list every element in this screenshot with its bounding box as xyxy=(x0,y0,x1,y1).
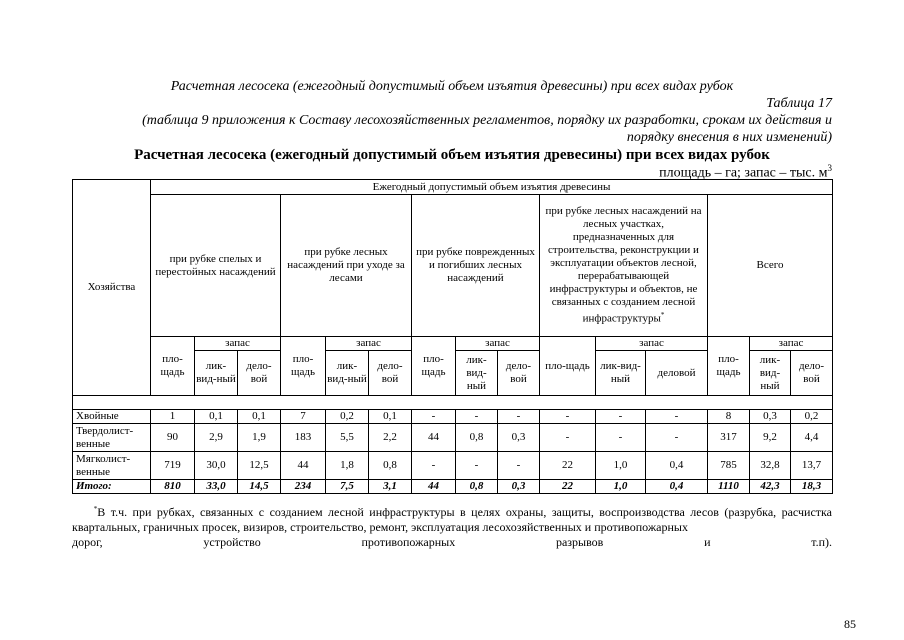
cell: 0,2 xyxy=(791,410,833,424)
cell: - xyxy=(646,424,708,452)
total-row xyxy=(73,480,833,494)
cell: 90 xyxy=(151,424,195,452)
units-text: площадь – га; запас – тыс. м xyxy=(659,165,828,181)
footnote-body xyxy=(72,502,832,535)
cell: - xyxy=(540,410,596,424)
stock-header: запас xyxy=(750,337,833,351)
cell: - xyxy=(646,410,708,424)
group-infrastructure-text: при рубке лесных насаждений на лесных участках, предназначенных для строительства, реконструкции и эксплуатации объектов лесной, перерабатывающей инфраструктуры и объектов, не связанных с созданием лесной инфраструктуры xyxy=(545,205,702,325)
cell: 0,8 xyxy=(369,452,412,480)
stock-header: запас xyxy=(456,337,540,351)
stock-header: запас xyxy=(596,337,708,351)
stock-header: запас xyxy=(326,337,412,351)
cell: 32,8 xyxy=(750,452,791,480)
total-cell: 0,8 xyxy=(456,480,498,494)
footnote-last-line: дорог, устройство противопожарных разрывов и т.п). xyxy=(72,535,832,549)
liquid-header: лик-вид-ный xyxy=(596,351,646,396)
footnote xyxy=(72,502,832,550)
units-sup: 3 xyxy=(827,163,832,173)
cell: - xyxy=(412,452,456,480)
area-header: пло-щадь xyxy=(151,337,195,396)
stock-header: запас xyxy=(195,337,281,351)
area-header: пло-щадь xyxy=(540,337,596,396)
total-label: Итого: xyxy=(73,480,151,494)
header-row-3 xyxy=(73,337,833,351)
cell: 1 xyxy=(151,410,195,424)
spacer-cell xyxy=(73,396,833,410)
table-row xyxy=(73,424,833,452)
cell: 183 xyxy=(281,424,326,452)
cell: - xyxy=(412,410,456,424)
business-header: дело-вой xyxy=(498,351,540,396)
total-cell: 0,3 xyxy=(498,480,540,494)
cell: 8 xyxy=(708,410,750,424)
col-farms-header: Хозяйства xyxy=(73,180,151,396)
cell: 0,4 xyxy=(646,452,708,480)
business-header: дело-вой xyxy=(238,351,281,396)
cell: 9,2 xyxy=(750,424,791,452)
cell: - xyxy=(456,452,498,480)
cell: 13,7 xyxy=(791,452,833,480)
cell: - xyxy=(498,452,540,480)
liquid-header: лик-вид-ный xyxy=(750,351,791,396)
business-header: деловой xyxy=(646,351,708,396)
header-line-1: Расчетная лесосека (ежегодный допустимый объем изъятия древесины) при всех видах рубок xyxy=(170,79,734,94)
business-header: дело-вой xyxy=(791,351,833,396)
cell: 1,8 xyxy=(326,452,369,480)
header-row-2 xyxy=(73,195,833,337)
group-total: Всего xyxy=(708,195,833,337)
cell: 30,0 xyxy=(195,452,238,480)
footnote-mark: * xyxy=(660,311,665,320)
cell: 0,1 xyxy=(369,410,412,424)
liquid-header: лик-вид-ный xyxy=(195,351,238,396)
cell: 44 xyxy=(412,424,456,452)
total-cell: 18,3 xyxy=(791,480,833,494)
document-title: Расчетная лесосека (ежегодный допустимый объем изъятия древесины) при всех видах рубок xyxy=(134,147,770,163)
cell: 7 xyxy=(281,410,326,424)
cell: 2,2 xyxy=(369,424,412,452)
total-cell: 42,3 xyxy=(750,480,791,494)
total-cell: 810 xyxy=(151,480,195,494)
cell: 12,5 xyxy=(238,452,281,480)
group-infrastructure xyxy=(540,195,708,337)
total-cell: 33,0 xyxy=(195,480,238,494)
page-number: 85 xyxy=(844,617,856,631)
header-line-3a: (таблица 9 приложения к Составу лесохозяйственных регламентов, порядку их разработки, срокам их действия и xyxy=(142,113,832,128)
cell: 1,0 xyxy=(596,452,646,480)
cell: 0,1 xyxy=(238,410,281,424)
cell: 2,9 xyxy=(195,424,238,452)
table-number: Таблица 17 xyxy=(766,96,832,111)
row-name: Мягколист-венные xyxy=(73,452,151,480)
total-cell: 234 xyxy=(281,480,326,494)
business-header: дело-вой xyxy=(369,351,412,396)
total-cell: 1110 xyxy=(708,480,750,494)
area-header: пло-щадь xyxy=(412,337,456,396)
cell: 44 xyxy=(281,452,326,480)
group-thinning: при рубке лесных насаждений при уходе за лесами xyxy=(281,195,412,337)
header-line-3 xyxy=(86,112,832,146)
total-cell: 1,0 xyxy=(596,480,646,494)
row-name: Хвойные xyxy=(73,410,151,424)
cell: 785 xyxy=(708,452,750,480)
cell: 0,2 xyxy=(326,410,369,424)
row-name: Твердолист-венные xyxy=(73,424,151,452)
cell: 0,1 xyxy=(195,410,238,424)
cell: 719 xyxy=(151,452,195,480)
harvest-table xyxy=(72,179,833,494)
cell: 0,8 xyxy=(456,424,498,452)
cell: 317 xyxy=(708,424,750,452)
cell: - xyxy=(596,424,646,452)
total-cell: 7,5 xyxy=(326,480,369,494)
table-row xyxy=(73,410,833,424)
table-row xyxy=(73,452,833,480)
total-cell: 22 xyxy=(540,480,596,494)
cell: 5,5 xyxy=(326,424,369,452)
cell: - xyxy=(498,410,540,424)
group-mature: при рубке спелых и перестойных насаждений xyxy=(151,195,281,337)
area-header: пло-щадь xyxy=(281,337,326,396)
header-line-3b: порядку внесения в них изменений) xyxy=(626,130,832,145)
footnote-text: В т.ч. при рубках, связанных с созданием лесной инфраструктуры в целях охраны, защиты, воспроизводства лесов (разрубка, расчистка квартальных, граничных просек, визиров, строительство, ремонт, эксплуатация лесохозяйственных и противопожарных xyxy=(72,505,833,534)
header-row-1 xyxy=(73,180,833,195)
liquid-header: лик-вид-ный xyxy=(456,351,498,396)
group-header: Ежегодный допустимый объем изъятия древесины xyxy=(151,180,833,195)
cell: 4,4 xyxy=(791,424,833,452)
footnote-star: * xyxy=(93,505,98,513)
group-damaged: при рубке поврежденных и погибших лесных насаждений xyxy=(412,195,540,337)
cell: 0,3 xyxy=(750,410,791,424)
cell: 0,3 xyxy=(498,424,540,452)
total-cell: 0,4 xyxy=(646,480,708,494)
cell: 1,9 xyxy=(238,424,281,452)
total-cell: 44 xyxy=(412,480,456,494)
cell: - xyxy=(596,410,646,424)
total-cell: 3,1 xyxy=(369,480,412,494)
total-cell: 14,5 xyxy=(238,480,281,494)
spacer-row xyxy=(73,396,833,410)
liquid-header: лик-вид-ный xyxy=(326,351,369,396)
cell: - xyxy=(540,424,596,452)
area-header: пло-щадь xyxy=(708,337,750,396)
cell: - xyxy=(456,410,498,424)
cell: 22 xyxy=(540,452,596,480)
